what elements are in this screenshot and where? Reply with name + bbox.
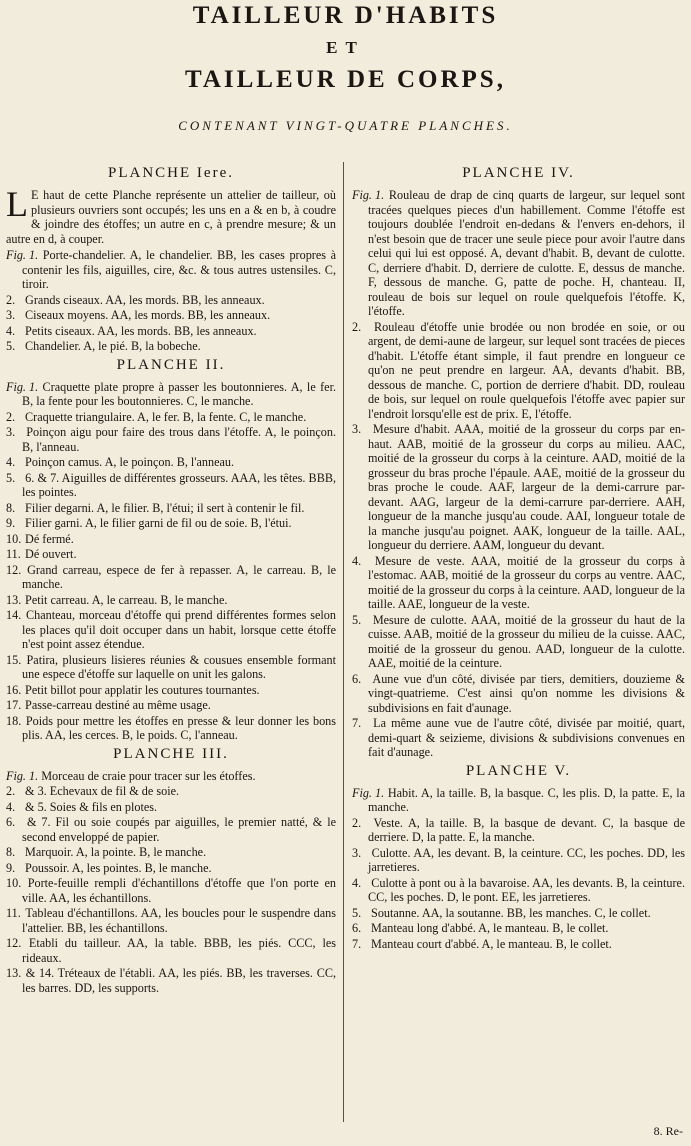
list-item: [6, 532, 336, 547]
item-number: 5.: [352, 905, 362, 920]
item-text: Patira, plusieurs lisieres réunies & cousues ensemble formant une espece d'étoffe sur laquelle on unit les galons.: [22, 652, 336, 681]
list-item: [352, 876, 685, 905]
list-item: [352, 906, 685, 921]
item-number: 2.: [352, 319, 362, 334]
list-item: [6, 608, 336, 652]
item-text: Culotte à pont ou à la bavaroise. AA, les devants. B, la ceinture. CC, les poches. D, le pont. EE, les jarretieres.: [368, 875, 685, 904]
item-number: 3.: [6, 425, 16, 439]
item-text: Culotte. AA, les devant. B, la ceinture. CC, les poches. DD, les jarretieres.: [368, 845, 686, 874]
list-item: [6, 410, 336, 425]
title-conjunction: ET: [326, 38, 365, 57]
item-text: Dé ouvert.: [25, 547, 77, 561]
item-text: La même aune vue de l'autre côté, divisée par moitié, quart, demi-quart & seizieme, divisions & subdivisions convenues en fait d'aunage.: [368, 716, 686, 759]
item-text: & 14. Tréteaux de l'établi. AA, les piés. BB, les traverses. CC, les barres. DD, les supports.: [22, 966, 336, 995]
item-number: 7.: [352, 716, 362, 730]
plate-5-heading: PLANCHE V.: [465, 762, 572, 779]
list-item: [6, 861, 336, 876]
item-number: Fig. 1.: [352, 188, 385, 202]
list-item: [6, 324, 336, 339]
item-number: 9.: [6, 516, 16, 530]
item-text: Manteau long d'abbé. A, le manteau. B, le collet.: [371, 921, 609, 935]
item-number: 15.: [6, 652, 22, 667]
item-text: Chanteau, morceau d'étoffe qui prend différentes formes selon les places qu'il doit occuper dans un habit, lorsque cette étoffe n'est point assez étendue.: [22, 608, 336, 651]
item-text: Rouleau d'étoffe unie brodée ou non brodée en soie, or ou argent, de demi-aune de largeur, sur lequel sont tracées de pieces d'habit. L'étoffe étant simple, il faut prendre en longueur ce qu'on ne peut prendre en largeur. AA, devants d'habit. BB, dessous de manche. C, portion de derriere d'habit. DD, rouleau de bois, sur lequel on roule quelquefois l'étoffe avec papier sur l'endroit lorsqu'elle est de prix. E, l'étoffe.: [368, 319, 685, 421]
item-number: 4.: [6, 799, 16, 814]
item-text: Aune vue d'un côté, divisée par tiers, demitiers, douzieme & vingt-quatrieme. C'est ainsi qu'on nomme les divisions & subdivisions en fait d'aunage.: [368, 671, 686, 715]
list-item: [6, 339, 336, 354]
list-item: [352, 921, 685, 936]
item-text: Chandelier. A, le pié. B, la bobeche.: [25, 339, 201, 353]
list-item: [6, 815, 336, 844]
catchword: 8. Re-: [653, 1124, 683, 1138]
plate-1-items: [6, 248, 336, 354]
item-number: 17.: [6, 698, 22, 712]
list-item: [352, 786, 685, 815]
subtitle: CONTENANT VINGT-QUATRE PLANCHES.: [178, 118, 513, 133]
item-number: 10.: [6, 876, 22, 890]
item-text: & 5. Soies & fils en plotes.: [25, 799, 158, 814]
list-item: [6, 769, 336, 784]
item-number: 6.: [352, 921, 362, 935]
item-text: Tableau d'échantillons. AA, les boucles pour le suspendre dans l'attelier. BB, les échantillons.: [22, 906, 336, 935]
item-text: & 3. Echevaux de fil & de soie.: [25, 784, 180, 798]
item-text: Mesure de culotte. AAA, moitié de la grosseur du haut de la cuisse. AAB, moitié de la grosseur du milieu de la cuisse. AAC, moitié de la grosseur du genou. AAD, longueur de la culotte. AAE, moitié de la ceinture.: [368, 612, 685, 670]
list-item: [6, 425, 336, 454]
item-text: Manteau court d'abbé. A, le manteau. B, le collet.: [371, 936, 612, 951]
list-item: [352, 672, 685, 716]
item-text: Craquette triangulaire. A, le fer. B, la fente. C, le manche.: [25, 409, 307, 424]
list-item: [352, 846, 685, 875]
list-item: [6, 845, 336, 860]
item-number: 2.: [6, 409, 16, 424]
item-number: 16.: [6, 682, 22, 697]
item-text: Petit billot pour applatir les coutures tournantes.: [25, 682, 260, 697]
list-item: [352, 613, 685, 671]
plate-2-heading: PLANCHE II.: [116, 356, 226, 373]
list-item: [6, 653, 336, 682]
item-number: 11.: [6, 547, 21, 561]
plate-1-intro-text: E haut de cette Planche représente un attelier de tailleur, où plusieurs ouvriers sont occupés; les uns en a & en b, à coudre & joindre des étoffes; un autre en c, à prendre mesure; & un autre en d, à couper.: [6, 188, 336, 246]
main-title-second: TAILLEUR DE CORPS,: [185, 66, 506, 93]
item-text: Petits ciseaux. AA, les mords. BB, les anneaux.: [25, 323, 257, 338]
item-number: 5.: [6, 339, 16, 353]
item-number: Fig. 1.: [6, 248, 39, 262]
item-number: Fig. 1.: [6, 379, 39, 394]
item-text: Veste. A, la taille. B, la basque de devant. C, la basque de derriere. D, la patte. E, la manche.: [368, 815, 686, 844]
item-text: Ciseaux moyens. AA, les mords. BB, les anneaux.: [25, 308, 271, 322]
item-number: 12.: [6, 562, 22, 577]
right-column: [352, 162, 685, 952]
item-text: Poussoir. A, les pointes. B, le manche.: [25, 860, 212, 875]
left-column: [6, 162, 336, 996]
item-text: Poinçon camus. A, le poinçon. B, l'anneau.: [25, 455, 235, 469]
list-item: [352, 320, 685, 422]
main-title: TAILLEUR D'HABITS: [192, 2, 499, 29]
item-text: Mesure d'habit. AAA, moitié de la grosseur du corps par en-haut. AAB, moitié de la grosseur du corps au milieu. AAC, moitié de la grosseur du corps à la ceinture. AAD, moitié de la grosseur du bras proche l'épaule. AAE, moitié de la grosseur du bras proche le coude. AAF, largeur de la demi-carrure par-devant. AAG, largeur de la demi-carrure par-derriere. AAH, longueur de la manche jusqu'au coude. AAI, longueur totale de la manche jusqu'au poignet. AAK, longueur de la taille. AAL, longueur du derriere. AAM, longueur du devant.: [368, 422, 686, 552]
item-number: 5.: [352, 612, 362, 627]
item-text: Poinçon aigu pour faire des trous dans l'étoffe. A, le poinçon. B, l'anneau.: [22, 425, 336, 454]
list-item: [6, 936, 336, 965]
item-text: Filier degarni. A, le filier. B, l'étui; il sert à contenir le fil.: [25, 500, 305, 515]
item-text: Grand carreau, espece de fer à repasser. A, le carreau. B, le manche.: [22, 562, 337, 591]
list-item: [6, 380, 336, 409]
item-number: 8.: [6, 500, 16, 515]
item-number: 18.: [6, 713, 22, 728]
item-number: 2.: [6, 292, 16, 307]
plate-2-items: [6, 380, 336, 743]
item-text: Rouleau de drap de cinq quarts de largeur, sur lequel sont tracées quelques pieces d'un habillement. Comme l'étoffe est toujours doublée l'endroit en-dedans & l'envers en-dehors, il n'est besoin que de tracer une seule piece pour avoir l'autre dans celui qui lui est opposé. A, devant d'habit. B, devant de culotte. C, derriere d'habit. D, derriere de culotte. E, dessus de manche. F, dessous de manche. G, patte de poche. H, chanteau. II, rouleau de bois sur lequel on roule quelquefois l'étoffe. K, l'étoffe.: [368, 188, 686, 318]
item-number: 12.: [6, 936, 22, 950]
item-number: 3.: [352, 845, 362, 860]
list-item: [6, 784, 336, 799]
item-text: Soutanne. AA, la soutanne. BB, les manches. C, le collet.: [371, 905, 651, 920]
item-number: 2.: [6, 784, 16, 798]
item-number: 3.: [352, 422, 362, 436]
item-text: Morceau de craie pour tracer sur les étoffes.: [41, 768, 256, 783]
item-text: Etabli du tailleur. AA, la table. BBB, les piés. CCC, les rideaux.: [22, 936, 337, 965]
item-text: Grands ciseaux. AA, les mords. BB, les anneaux.: [25, 292, 265, 307]
item-number: 13.: [6, 592, 22, 607]
item-text: Porte-feuille rempli d'échantillons d'étoffe que l'on porte en ville. AA, les échantillons.: [22, 876, 336, 905]
list-item: [6, 248, 336, 292]
item-number: 4.: [6, 455, 16, 469]
list-item: [6, 563, 336, 592]
item-number: 3.: [6, 308, 16, 322]
plate-5-items: [352, 786, 685, 952]
item-text: 6. & 7. Aiguilles de différentes grosseurs. AAA, les têtes. BBB, les pointes.: [22, 470, 336, 499]
list-item: [6, 293, 336, 308]
column-divider: [343, 162, 344, 1122]
item-number: 11.: [6, 906, 21, 920]
list-item: [352, 937, 685, 952]
item-number: Fig. 1.: [6, 768, 39, 783]
item-text: Filier garni. A, le filier garni de fil ou de soie. B, l'étui.: [25, 516, 292, 530]
item-text: Marquoir. A, la pointe. B, le manche.: [25, 845, 207, 859]
plate-1-intro: [6, 184, 336, 246]
list-item: [6, 683, 336, 698]
item-text: Dé fermé.: [25, 531, 74, 546]
list-item: [6, 966, 336, 995]
item-text: & 7. Fil ou soie coupés par aiguilles, le premier natté, & le second enveloppé de papier.: [22, 815, 336, 844]
item-text: Mesure de veste. AAA, moitié de la grosseur du corps à l'estomac. AAB, moitié de la grosseur du corps au ventre. AAC, moitié de la grosseur du corps à la ceinture. AAD, longueur de la taille. AAE, longueur de la veste.: [368, 553, 686, 611]
list-item: [352, 422, 685, 553]
drop-cap: L: [6, 184, 28, 224]
list-item: [352, 716, 685, 760]
plate-4-items: [352, 188, 685, 760]
list-item: [6, 800, 336, 815]
plate-3-items: [6, 769, 336, 996]
plate-1-heading: PLANCHE Iere.: [108, 165, 234, 181]
list-item: [6, 501, 336, 516]
item-number: 7.: [352, 936, 362, 951]
item-number: 6.: [352, 671, 362, 686]
item-number: 9.: [6, 860, 16, 875]
list-item: [6, 906, 336, 935]
item-number: 8.: [6, 845, 16, 859]
item-number: 6.: [6, 815, 16, 829]
item-number: 13.: [6, 966, 22, 980]
list-item: [6, 516, 336, 531]
item-text: Poids pour mettre les étoffes en presse & leur donner les bons plis. AA, les cerces. B, le poids. C, l'anneau.: [22, 713, 337, 742]
list-item: [6, 876, 336, 905]
item-text: Craquette plate propre à passer les boutonnieres. A, le fer. B, la fente pour les boutonnieres. C, le manche.: [22, 379, 336, 408]
item-number: 4.: [352, 875, 362, 890]
list-item: [6, 698, 336, 713]
list-item: [6, 455, 336, 470]
plate-3-heading: PLANCHE III.: [113, 745, 229, 762]
list-item: [6, 714, 336, 743]
list-item: [6, 308, 336, 323]
item-text: Habit. A, la taille. B, la basque. C, les plis. D, la patte. E, la manche.: [368, 785, 686, 814]
item-text: Passe-carreau destiné au même usage.: [25, 698, 211, 712]
item-number: 10.: [6, 531, 22, 546]
item-number: Fig. 1.: [352, 785, 385, 800]
item-text: Porte-chandelier. A, le chandelier. BB, les cases propres à contenir les fils, aiguilles, cire, &c. & tous autres ustensiles. C, tiroir.: [22, 248, 336, 291]
plate-4-heading: PLANCHE IV.: [462, 165, 575, 181]
list-item: [6, 547, 336, 562]
list-item: [352, 554, 685, 612]
list-item: [6, 593, 336, 608]
item-text: Petit carreau. A, le carreau. B, le manche.: [25, 592, 228, 607]
list-item: [352, 188, 685, 319]
item-number: 4.: [6, 323, 16, 338]
list-item: [6, 471, 336, 500]
item-number: 2.: [352, 815, 362, 830]
item-number: 14.: [6, 608, 22, 622]
list-item: [352, 816, 685, 845]
item-number: 4.: [352, 553, 362, 568]
item-number: 5.: [6, 470, 16, 485]
